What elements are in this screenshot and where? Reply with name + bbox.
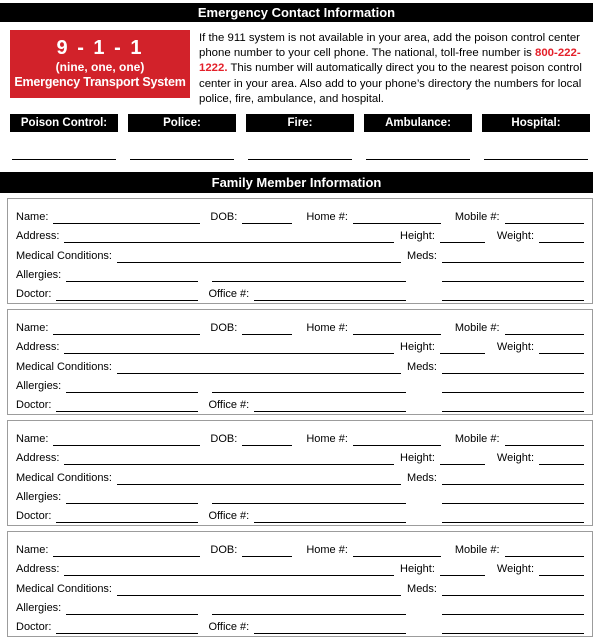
meds-continuation-line-2[interactable] <box>442 288 584 301</box>
doctor-label: Doctor: <box>16 287 52 300</box>
allergies-input-line[interactable] <box>66 269 198 282</box>
medical-conditions-input-line[interactable] <box>117 250 401 263</box>
home-number-input-line[interactable] <box>353 211 441 224</box>
family-member-box <box>7 198 593 304</box>
emergency-contacts-fill-in-row <box>12 159 588 160</box>
medical-conditions-input-line[interactable] <box>117 583 401 596</box>
911-subtitle: Emergency Transport System <box>14 75 186 89</box>
name-input-line[interactable] <box>53 544 200 557</box>
member-row-address <box>16 446 584 465</box>
office-number-label: Office #: <box>208 620 250 633</box>
office-number-label: Office #: <box>208 509 250 522</box>
member-row-address <box>16 557 584 576</box>
allergies-label: Allergies: <box>16 601 62 614</box>
doctor-label: Doctor: <box>16 509 52 522</box>
meds-input-line[interactable] <box>442 583 584 596</box>
911-number: 9 - 1 - 1 <box>56 37 144 59</box>
poison-control-label-box: Poison Control: <box>10 114 118 132</box>
allergies-label: Allergies: <box>16 490 62 503</box>
doctor-label: Doctor: <box>16 398 52 411</box>
dob-input-line[interactable] <box>242 544 292 557</box>
home-number-input-line[interactable] <box>353 544 441 557</box>
poison-control-number-line[interactable] <box>12 159 116 160</box>
height-input-line[interactable] <box>440 563 485 576</box>
doctor-input-line[interactable] <box>56 288 198 301</box>
member-row-address <box>16 224 584 243</box>
name-label: Name: <box>16 322 49 335</box>
member-row-doctor <box>16 504 584 523</box>
dob-input-line[interactable] <box>242 322 292 335</box>
family-member-box <box>7 420 593 526</box>
home-number-label: Home #: <box>306 322 348 335</box>
address-label: Address: <box>16 563 60 576</box>
member-row-name <box>16 316 584 335</box>
home-number-input-line[interactable] <box>353 322 441 335</box>
weight-label: Weight: <box>496 230 534 243</box>
weight-label: Weight: <box>496 341 534 354</box>
dob-label: DOB: <box>210 211 238 224</box>
medical-conditions-input-line[interactable] <box>117 361 401 374</box>
office-number-label: Office #: <box>208 398 250 411</box>
mobile-number-label: Mobile #: <box>454 211 500 224</box>
info-text-after: This number will automatically direct you to the nearest poison control center in your area. Also add to your phone’s directory the numbers for local police, fire, ambulance, and hospital. <box>199 62 582 105</box>
allergies-label: Allergies: <box>16 379 62 392</box>
address-input-line[interactable] <box>64 563 394 576</box>
address-label: Address: <box>16 230 60 243</box>
emergency-contacts-label-row <box>10 114 590 132</box>
dob-label: DOB: <box>210 322 238 335</box>
address-input-line[interactable] <box>64 452 394 465</box>
medical-conditions-label: Medical Conditions: <box>16 249 112 262</box>
family-member-box <box>7 531 593 637</box>
member-row-doctor <box>16 393 584 412</box>
info-text-before: If the 911 system is not available in your area, add the poison control center phone number to your cell phone. The national, toll-free number is <box>199 32 580 60</box>
meds-continuation-line[interactable] <box>442 380 584 393</box>
member-row-name <box>16 538 584 557</box>
member-row-allergies <box>16 263 584 282</box>
meds-input-line[interactable] <box>442 361 584 374</box>
weight-input-line[interactable] <box>539 341 584 354</box>
doctor-input-line[interactable] <box>56 510 198 523</box>
dob-input-line[interactable] <box>242 211 292 224</box>
mobile-number-label: Mobile #: <box>454 544 500 557</box>
height-input-line[interactable] <box>440 230 485 243</box>
member-row-allergies <box>16 374 584 393</box>
allergies-continuation-line[interactable] <box>212 269 406 282</box>
intro-section <box>10 30 592 107</box>
member-row-doctor <box>16 282 584 301</box>
allergies-continuation-line[interactable] <box>212 491 406 504</box>
mobile-number-input-line[interactable] <box>505 433 584 446</box>
meds-label: Meds: <box>407 471 437 484</box>
meds-continuation-line-2[interactable] <box>442 510 584 523</box>
name-input-line[interactable] <box>53 433 200 446</box>
office-number-input-line[interactable] <box>254 510 406 523</box>
office-number-input-line[interactable] <box>254 288 406 301</box>
hospital-label-box: Hospital: <box>482 114 590 132</box>
family-member-header-bar <box>0 172 593 193</box>
meds-input-line[interactable] <box>442 472 584 485</box>
doctor-label: Doctor: <box>16 620 52 633</box>
height-label: Height: <box>400 341 435 354</box>
member-row-address <box>16 335 584 354</box>
ambulance-number-line[interactable] <box>366 159 470 160</box>
name-label: Name: <box>16 211 49 224</box>
height-label: Height: <box>400 452 435 465</box>
member-row-name <box>16 205 584 224</box>
poison-control-phone-number: 800-222-1222. <box>199 47 581 75</box>
meds-label: Meds: <box>407 582 437 595</box>
height-input-line[interactable] <box>440 341 485 354</box>
office-number-input-line[interactable] <box>254 399 406 412</box>
name-label: Name: <box>16 544 49 557</box>
height-input-line[interactable] <box>440 452 485 465</box>
mobile-number-input-line[interactable] <box>505 322 584 335</box>
mobile-number-input-line[interactable] <box>505 544 584 557</box>
family-members-section <box>7 198 593 637</box>
meds-continuation-line[interactable] <box>442 491 584 504</box>
member-row-medical <box>16 465 584 484</box>
meds-input-line[interactable] <box>442 250 584 263</box>
weight-label: Weight: <box>496 452 534 465</box>
member-row-name <box>16 427 584 446</box>
allergies-label: Allergies: <box>16 268 62 281</box>
office-number-label: Office #: <box>208 287 250 300</box>
mobile-number-label: Mobile #: <box>454 322 500 335</box>
home-number-label: Home #: <box>306 433 348 446</box>
address-input-line[interactable] <box>64 341 394 354</box>
doctor-input-line[interactable] <box>56 399 198 412</box>
meds-label: Meds: <box>407 249 437 262</box>
home-number-input-line[interactable] <box>353 433 441 446</box>
height-label: Height: <box>400 230 435 243</box>
weight-input-line[interactable] <box>539 452 584 465</box>
911-pronunciation: (nine, one, one) <box>55 60 145 74</box>
name-label: Name: <box>16 433 49 446</box>
meds-continuation-line[interactable] <box>442 269 584 282</box>
ambulance-label-box: Ambulance: <box>364 114 472 132</box>
dob-label: DOB: <box>210 433 238 446</box>
dob-input-line[interactable] <box>242 433 292 446</box>
address-input-line[interactable] <box>64 230 394 243</box>
address-label: Address: <box>16 341 60 354</box>
member-row-allergies <box>16 485 584 504</box>
page-title: Emergency Contact Information <box>197 5 396 20</box>
family-section-title: Family Member Information <box>211 175 382 191</box>
allergies-input-line[interactable] <box>66 491 198 504</box>
medical-conditions-label: Medical Conditions: <box>16 582 112 595</box>
fire-label-box: Fire: <box>246 114 354 132</box>
emergency-contact-header-bar <box>0 3 593 22</box>
member-row-medical <box>16 354 584 373</box>
dob-label: DOB: <box>210 544 238 557</box>
allergies-continuation-line[interactable] <box>212 602 406 615</box>
address-label: Address: <box>16 452 60 465</box>
medical-conditions-label: Medical Conditions: <box>16 360 112 373</box>
medical-conditions-label: Medical Conditions: <box>16 471 112 484</box>
mobile-number-input-line[interactable] <box>505 211 584 224</box>
mobile-number-label: Mobile #: <box>454 433 500 446</box>
family-member-box <box>7 309 593 415</box>
home-number-label: Home #: <box>306 544 348 557</box>
meds-label: Meds: <box>407 360 437 373</box>
hospital-number-line[interactable] <box>484 159 588 160</box>
fire-number-line[interactable] <box>248 159 352 160</box>
meds-continuation-line[interactable] <box>442 602 584 615</box>
home-number-label: Home #: <box>306 211 348 224</box>
member-row-doctor <box>16 615 584 634</box>
poison-control-info-text <box>199 30 592 107</box>
meds-continuation-line-2[interactable] <box>442 399 584 412</box>
allergies-input-line[interactable] <box>66 602 198 615</box>
member-row-medical <box>16 243 584 262</box>
911-badge <box>10 30 190 98</box>
weight-input-line[interactable] <box>539 563 584 576</box>
member-row-medical <box>16 576 584 595</box>
allergies-input-line[interactable] <box>66 380 198 393</box>
weight-label: Weight: <box>496 563 534 576</box>
height-label: Height: <box>400 563 435 576</box>
medical-conditions-input-line[interactable] <box>117 472 401 485</box>
weight-input-line[interactable] <box>539 230 584 243</box>
police-label-box: Police: <box>128 114 236 132</box>
allergies-continuation-line[interactable] <box>212 380 406 393</box>
name-input-line[interactable] <box>53 211 200 224</box>
name-input-line[interactable] <box>53 322 200 335</box>
member-row-allergies <box>16 596 584 615</box>
police-number-line[interactable] <box>130 159 234 160</box>
